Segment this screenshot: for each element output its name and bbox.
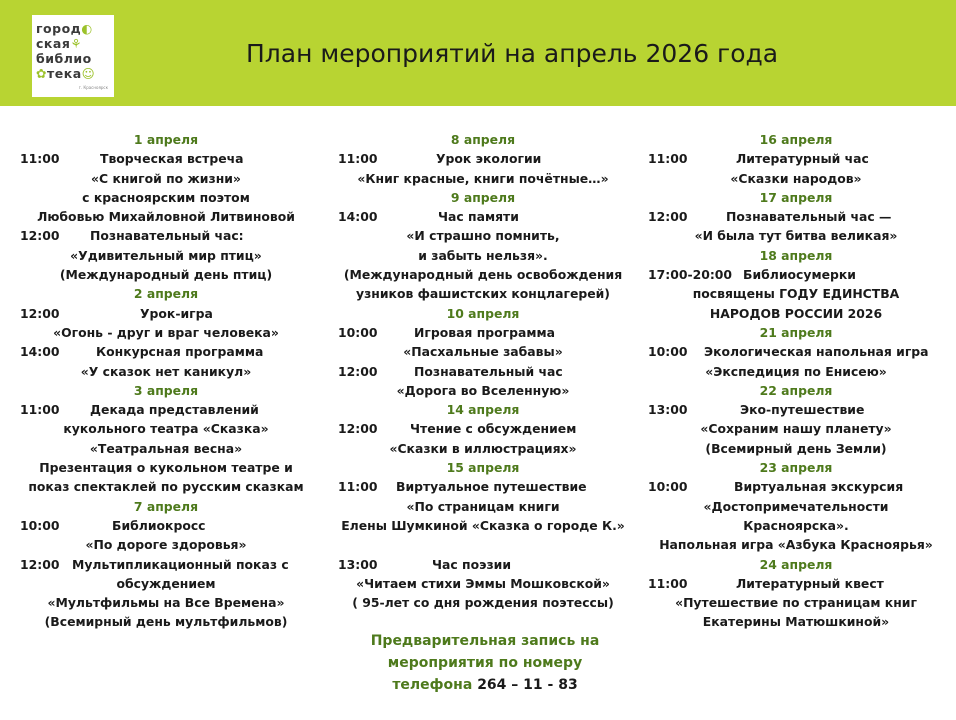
date-heading: 15 апреля bbox=[446, 460, 520, 476]
event-detail: обсуждением bbox=[116, 575, 216, 591]
event-time: 13:00 bbox=[648, 402, 688, 418]
header-banner bbox=[0, 0, 956, 106]
event-title: Игровая программа bbox=[414, 324, 555, 340]
library-logo bbox=[32, 15, 114, 97]
schedule-column-1 bbox=[20, 130, 312, 632]
event-time: 17:00-20:00 bbox=[648, 267, 733, 283]
event-title: Мультипликационный показ с bbox=[72, 556, 289, 572]
event-detail: «Экспедиция по Енисею» bbox=[705, 363, 887, 379]
event-detail: «И страшно помнить, bbox=[406, 228, 560, 244]
event-row bbox=[20, 149, 312, 168]
event-time: 12:00 bbox=[338, 421, 378, 437]
event-row bbox=[338, 149, 628, 168]
event-detail: с красноярским поэтом bbox=[82, 189, 250, 205]
event-row bbox=[648, 265, 944, 284]
event-detail: «Огонь - друг и враг человека» bbox=[53, 324, 279, 340]
event-detail: кукольного театра «Сказка» bbox=[63, 421, 269, 437]
event-row bbox=[648, 574, 944, 593]
event-row bbox=[338, 555, 628, 574]
date-heading: 18 апреля bbox=[759, 247, 833, 263]
event-detail: «Книг красные, книги почётные…» bbox=[357, 170, 609, 186]
date-heading: 10 апреля bbox=[446, 305, 520, 321]
page-title: План мероприятий на апрель 2026 года bbox=[246, 39, 779, 68]
schedule-column-3 bbox=[648, 130, 944, 632]
event-time: 12:00 bbox=[20, 305, 60, 321]
event-detail: ( 95-лет со дня рождения поэтессы) bbox=[352, 595, 614, 611]
event-detail: и забыть нельзя». bbox=[418, 247, 548, 263]
event-title: Библиосумерки bbox=[743, 267, 856, 283]
event-row bbox=[20, 226, 312, 245]
event-time: 11:00 bbox=[20, 402, 60, 418]
event-detail: «Сказки народов» bbox=[730, 170, 862, 186]
event-row bbox=[648, 400, 944, 419]
event-title: Познавательный час bbox=[414, 363, 563, 379]
event-detail: «Достопримечательности bbox=[703, 498, 889, 514]
event-title: Экологическая напольная игра bbox=[704, 344, 929, 360]
event-detail: Презентация о кукольном театре и bbox=[39, 460, 293, 476]
event-title: Час памяти bbox=[438, 209, 519, 225]
date-heading: 3 апреля bbox=[133, 382, 199, 398]
event-time: 10:00 bbox=[20, 517, 60, 533]
date-heading: 1 апреля bbox=[133, 132, 199, 147]
event-detail: «Читаем стихи Эммы Мошковской» bbox=[356, 575, 610, 591]
event-detail: «По страницам книги bbox=[406, 498, 560, 514]
event-detail: посвящены ГОДУ ЕДИНСТВА bbox=[692, 286, 900, 302]
logo-line: ✿тека☺ bbox=[36, 66, 96, 81]
event-row bbox=[338, 477, 628, 496]
event-title: Виртуальная экскурсия bbox=[734, 479, 904, 495]
event-row bbox=[20, 516, 312, 535]
event-detail: (Международный день птиц) bbox=[59, 267, 273, 283]
event-detail: «По дороге здоровья» bbox=[85, 537, 247, 553]
event-detail: узников фашистских концлагерей) bbox=[356, 286, 610, 302]
phone-number[interactable]: 264 – 11 - 83 bbox=[477, 677, 578, 693]
event-title: Творческая встреча bbox=[100, 151, 244, 167]
event-detail: «У сказок нет каникул» bbox=[80, 363, 252, 379]
event-title: Урок-игра bbox=[140, 305, 213, 321]
event-time: 11:00 bbox=[338, 479, 378, 495]
event-time: 10:00 bbox=[648, 479, 688, 495]
event-detail: показ спектаклей по русским сказкам bbox=[28, 479, 304, 495]
schedule-column-2 bbox=[338, 130, 628, 612]
event-row bbox=[20, 400, 312, 419]
event-detail: (Всемирный день мультфильмов) bbox=[44, 614, 288, 630]
date-heading: 22 апреля bbox=[759, 382, 833, 398]
event-detail: Напольная игра «Азбука Красноярья» bbox=[659, 537, 933, 553]
event-row bbox=[20, 342, 312, 361]
date-heading: 24 апреля bbox=[759, 556, 833, 572]
date-heading: 17 апреля bbox=[759, 189, 833, 205]
event-time: 14:00 bbox=[20, 344, 60, 360]
event-detail: Красноярска». bbox=[743, 517, 849, 533]
event-row bbox=[338, 207, 628, 226]
event-detail: Любовью Михайловной Литвиновой bbox=[37, 209, 295, 225]
event-title: Литературный час bbox=[736, 151, 869, 167]
event-detail: «Дорога во Вселенную» bbox=[396, 382, 570, 398]
event-title: Познавательный час — bbox=[726, 209, 892, 225]
event-time: 14:00 bbox=[338, 209, 378, 225]
event-time: 12:00 bbox=[20, 556, 60, 572]
date-heading: 16 апреля bbox=[759, 132, 833, 147]
event-detail: НАРОДОВ РОССИИ 2026 bbox=[709, 305, 883, 321]
logo-line: библио bbox=[36, 51, 92, 66]
event-row bbox=[648, 477, 944, 496]
event-detail: Елены Шумкиной «Сказка о городе К.» bbox=[341, 517, 625, 533]
spacer bbox=[338, 535, 628, 554]
event-detail: «Удивительный мир птиц» bbox=[70, 247, 262, 263]
event-title: Эко-путешествие bbox=[740, 402, 865, 418]
date-heading: 23 апреля bbox=[759, 460, 833, 476]
event-time: 13:00 bbox=[338, 556, 378, 572]
registration-note bbox=[340, 630, 630, 696]
event-time: 12:00 bbox=[20, 228, 60, 244]
date-heading: 8 апреля bbox=[450, 132, 516, 147]
event-time: 11:00 bbox=[20, 151, 60, 167]
date-heading: 7 апреля bbox=[133, 498, 199, 514]
event-title: Конкурсная программа bbox=[96, 344, 264, 360]
event-detail: (Всемирный день Земли) bbox=[705, 440, 887, 456]
event-row bbox=[648, 149, 944, 168]
date-heading: 9 апреля bbox=[450, 189, 516, 205]
event-detail: «Мультфильмы на Все Времена» bbox=[47, 595, 285, 611]
event-detail: «С книгой по жизни» bbox=[91, 170, 241, 186]
event-title: Библиокросс bbox=[112, 517, 206, 533]
registration-line: мероприятия по номеру bbox=[387, 655, 583, 671]
event-row bbox=[338, 362, 628, 381]
date-heading: 2 апреля bbox=[133, 286, 199, 302]
event-detail: «Сказки в иллюстрациях» bbox=[389, 440, 577, 456]
event-detail: (Международный день освобождения bbox=[343, 267, 623, 283]
event-row bbox=[338, 323, 628, 342]
event-row bbox=[648, 342, 944, 361]
event-detail: «Сохраним нашу планету» bbox=[700, 421, 892, 437]
date-heading: 21 апреля bbox=[759, 324, 833, 340]
event-title: Познавательный час: bbox=[90, 228, 244, 244]
date-heading: 14 апреля bbox=[446, 402, 520, 418]
event-title: Час поэзии bbox=[432, 556, 512, 572]
logo-line: ская⚘ bbox=[36, 36, 83, 51]
event-row bbox=[20, 555, 312, 574]
event-title: Декада представлений bbox=[90, 402, 259, 418]
event-detail: «И была тут битва великая» bbox=[694, 228, 898, 244]
event-row bbox=[338, 419, 628, 438]
event-title: Виртуальное путешествие bbox=[396, 479, 587, 495]
event-detail: «Путешествие по страницам книг bbox=[675, 595, 917, 611]
phone-label: телефона bbox=[392, 677, 473, 693]
event-time: 12:00 bbox=[648, 209, 688, 225]
event-time: 10:00 bbox=[648, 344, 688, 360]
event-detail: Екатерины Матюшкиной» bbox=[702, 614, 890, 630]
event-title: Чтение с обсуждением bbox=[410, 421, 577, 437]
registration-line: Предварительная запись на bbox=[370, 633, 600, 649]
logo-caption: г. Красноярск bbox=[78, 85, 108, 90]
event-time: 11:00 bbox=[648, 575, 688, 591]
event-time: 11:00 bbox=[648, 151, 688, 167]
registration-phone-line bbox=[340, 674, 630, 696]
event-row bbox=[20, 304, 312, 323]
event-detail: «Пасхальные забавы» bbox=[403, 344, 563, 360]
event-time: 10:00 bbox=[338, 324, 378, 340]
event-title: Литературный квест bbox=[736, 575, 884, 591]
event-row bbox=[648, 207, 944, 226]
event-time: 12:00 bbox=[338, 363, 378, 379]
event-title: Урок экологии bbox=[436, 151, 542, 167]
event-time: 11:00 bbox=[338, 151, 378, 167]
logo-line: город◐ bbox=[36, 21, 93, 36]
event-detail: «Театральная весна» bbox=[89, 440, 243, 456]
